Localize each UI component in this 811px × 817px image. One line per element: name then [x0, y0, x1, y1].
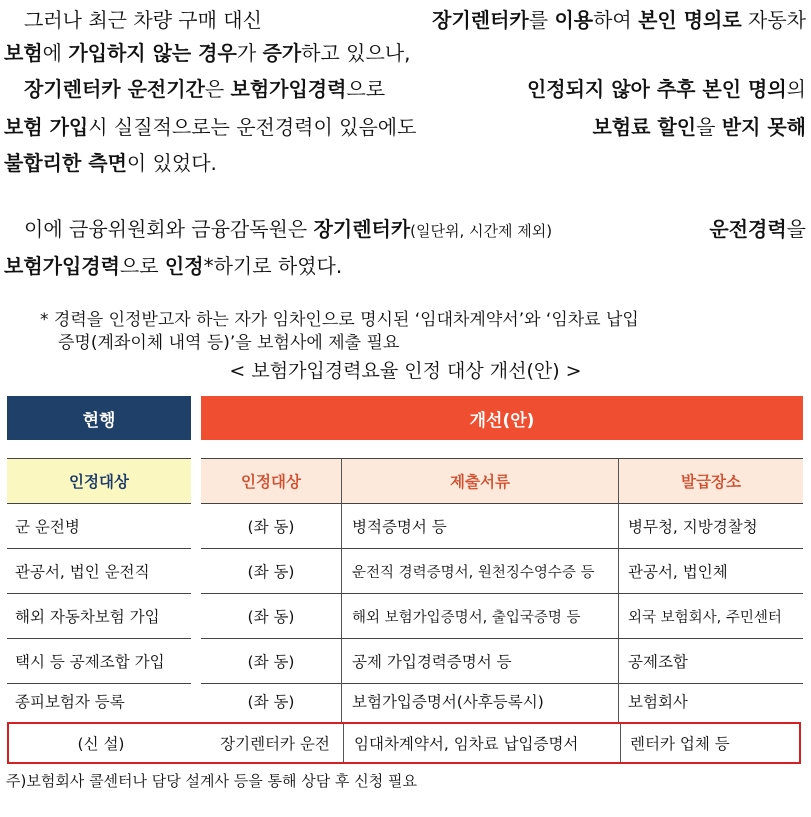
- new-row-documents: 임대차계약서, 임차료 납입증명서: [343, 724, 620, 762]
- para1-line4: 보험 가입시 실질적으로는 운전경력이 있음에도 보험료 할인을 받지 못해: [4, 115, 806, 139]
- new-row-target: 장기렌터카 운전: [220, 735, 330, 753]
- table-row: 해외 자동차보험 가입 (좌 동) 해외 보험가입증명서, 출입국증명 등 외국 보험회사, 주민센터: [7, 594, 803, 638]
- col-header-documents: 제출서류: [341, 459, 618, 503]
- col-header-current-target: 인정대상: [7, 459, 191, 503]
- col-header-target: 인정대상: [201, 459, 341, 503]
- table-row: 관공서, 법인 운전직 (좌 동) 운전직 경력증명서, 원천징수영수증 등 관공서, 법인체: [7, 549, 803, 593]
- para1-line1: 그러나 최근 차량 구매 대신 장기렌터카를 이용하여 본인 명의로 자동차: [4, 2, 806, 38]
- table-row: 종피보험자 등록 (좌 동) 보험가입증명서(사후등록시) 보험회사: [7, 679, 803, 723]
- new-row-issuer: 렌터카 업체 등: [620, 724, 805, 762]
- note-line2: 증명(계좌이체 내역 등)’을 보험사에 제출 필요: [58, 333, 400, 353]
- new-row-status: (신 설): [77, 735, 125, 753]
- note-line1: * 경력을 인정받고자 하는 자가 임차인으로 명시된 ‘임대차계약서’와 ‘임차료 납입: [40, 310, 639, 330]
- table-row: 군 운전병 (좌 동) 병적증명서 등 병무청, 지방경찰청: [7, 504, 803, 548]
- table-title: < 보험가입경력요율 인정 대상 개선(안) >: [229, 360, 582, 382]
- para2-line1: 이에 금융위원회와 금융감독원은 장기렌터카(일단위, 시간제 제외) 운전경력을: [24, 217, 806, 241]
- para1-text: 그러나 최근 차량 구매 대신: [24, 8, 269, 32]
- col-header-issuer: 발급장소: [618, 459, 803, 503]
- para2-line2: 보험가입경력 으로 인정 *하기로 하였다.: [4, 254, 343, 278]
- improved-header: 개선(안): [201, 396, 803, 440]
- table-row: 택시 등 공제조합 가입 (좌 동) 공제 가입경력증명서 등 공제조합: [7, 639, 803, 683]
- new-row-highlight: [7, 722, 801, 764]
- para1-line3: 장기렌터카 운전기간은 보험가입경력으로 인정되지 않아 추후 본인 명의의: [24, 77, 806, 101]
- para1-line5: 불합리한 측면 이 있었다.: [4, 151, 217, 175]
- table-header-row: [7, 459, 803, 503]
- para1-line2: 보험 에 가입하지 않는 경우 가 증가 하고 있으나,: [4, 41, 411, 65]
- current-header: 현행: [7, 396, 191, 440]
- footnote: 주)보험회사 콜센터나 담당 설계사 등을 통해 상담 후 신청 필요: [6, 772, 418, 790]
- para1-bold: 장기렌터카: [432, 8, 529, 32]
